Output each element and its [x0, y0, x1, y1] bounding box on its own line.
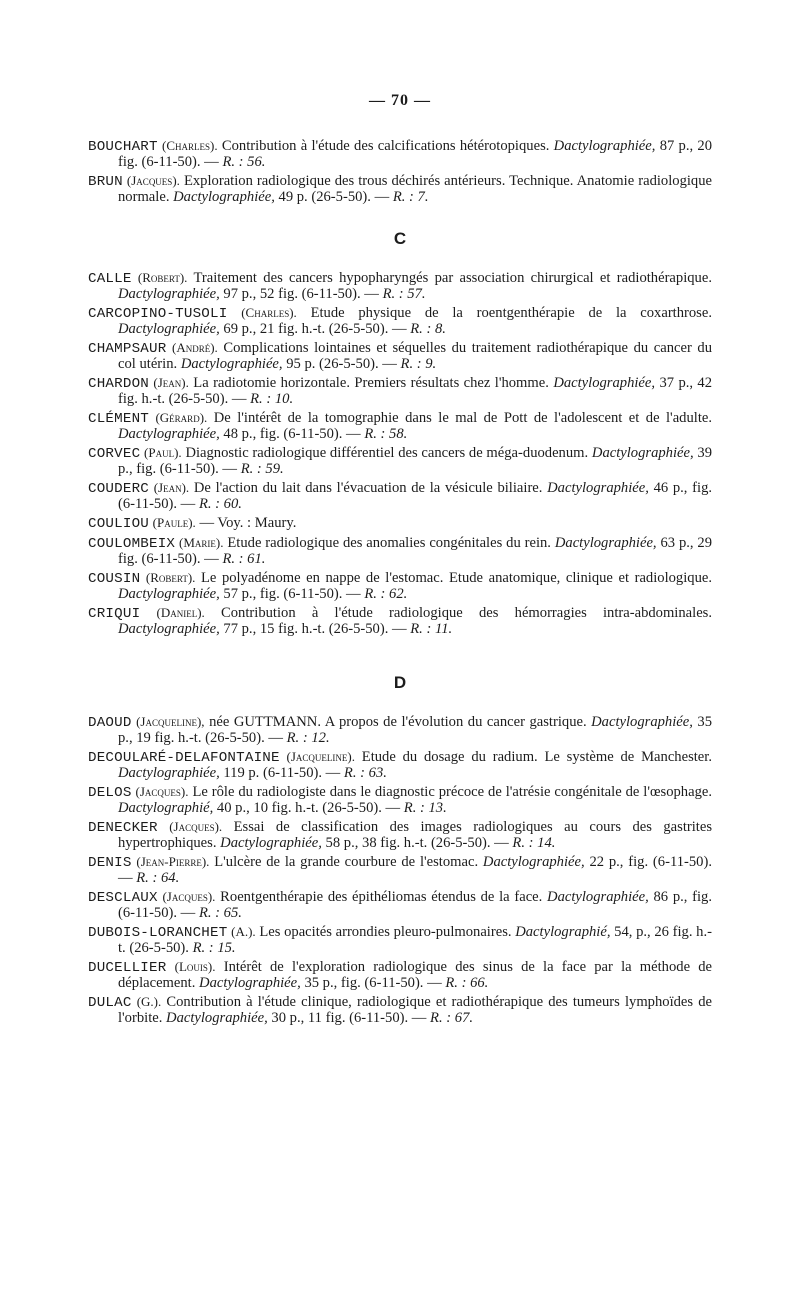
entry-reference: R. : 57. — [382, 286, 426, 302]
author-first-name: (Louis). — [174, 959, 216, 974]
entry-format: Dactylographiée, — [118, 621, 220, 637]
entry-format: Dactylographié, — [515, 924, 611, 940]
bibliography-entry — [88, 305, 712, 337]
bibliography-entry — [88, 959, 712, 991]
author-first-name: (Jacques). — [135, 784, 189, 799]
entry-reference: R. : 14. — [512, 835, 556, 851]
entry-format: Dactylographiée, — [118, 286, 220, 302]
entry-format: Dactylographiée, — [118, 321, 220, 337]
entry-title: Le polyadénome en nappe de l'estomac. Etude anatomique, clinique et radiologique. — [201, 570, 712, 586]
entry-title: Intérêt de l'exploration radiologique des sinus de la face par la méthode de déplacement. — [118, 959, 713, 991]
bibliography-entry — [88, 445, 712, 477]
entry-reference: R. : 8. — [410, 321, 446, 337]
author-surname: CHAMPSAUR — [88, 341, 167, 357]
author-surname: DUCELLIER — [88, 960, 167, 976]
entry-format: Dactylographiée, — [554, 535, 657, 551]
author-first-name: (Marie). — [179, 535, 224, 550]
entry-details: 35 p., fig. (6-11-50). — — [304, 975, 442, 991]
bibliography-entry — [88, 535, 712, 567]
author-surname: CORVEC — [88, 446, 141, 462]
author-first-name: (Jacques). — [126, 173, 180, 188]
entry-format: Dactylographiée, — [166, 1010, 268, 1026]
bibliography-entry — [88, 480, 712, 512]
author-first-name: (Jacques). — [169, 819, 223, 834]
entry-reference: R. : 7. — [392, 189, 429, 205]
author-surname: DUBOIS-LORANCHET — [88, 925, 228, 941]
author-first-name: (Robert). — [137, 270, 188, 285]
bibliography-entry — [88, 570, 712, 602]
entry-details: 57 p., fig. (6-11-50). — — [223, 586, 361, 602]
entry-details: 54, p., 26 fig. h.-t. (26-5-50). — [118, 924, 712, 956]
entry-details: 95 p. (26-5-50). — — [286, 356, 397, 372]
entry-reference: R. : 62. — [364, 586, 408, 602]
entry-details: 46 p., fig. (6-11-50). — — [118, 480, 713, 512]
author-surname: DENECKER — [88, 820, 158, 836]
author-first-name: (Charles). — [241, 305, 297, 320]
author-surname: CARCOPINO-TUSOLI — [88, 306, 228, 322]
author-surname: DULAC — [88, 995, 132, 1011]
entry-reference: R. : 12. — [286, 730, 330, 746]
section-letter: D — [393, 673, 407, 692]
entry-reference: R. : 10. — [250, 391, 294, 407]
entry-title: La radiotomie horizontale. Premiers résultats chez l'homme. — [193, 375, 549, 391]
bibliography-page — [88, 92, 712, 1029]
author-first-name: (Jacqueline). — [286, 749, 355, 764]
entry-reference: R. : 61. — [222, 551, 266, 567]
author-first-name: (Gérard). — [155, 410, 208, 425]
author-first-name: (Jean-Pierre). — [136, 854, 210, 869]
bibliography-entry — [88, 784, 712, 816]
entry-format: Dactylographiée, — [199, 975, 301, 991]
bibliography-entry — [88, 375, 712, 407]
author-first-name: (Jacques). — [162, 889, 216, 904]
author-surname: CHARDON — [88, 376, 149, 392]
bibliography-entry — [88, 138, 712, 170]
author-first-name: (Daniel). — [156, 605, 205, 620]
bibliography-entry — [88, 924, 712, 956]
entry-details: 48 p., fig. (6-11-50). — — [223, 426, 361, 442]
entry-format: Dactylographié, — [118, 800, 214, 816]
entry-title: Etude radiologique des anomalies congénitales du rein. — [227, 535, 551, 551]
entry-title: née GUTTMANN. A propos de l'évolution du cancer gastrique. — [209, 714, 587, 730]
entry-title: Contribution à l'étude radiologique des hémorragies intra-abdominales. — [221, 605, 712, 621]
bibliography-entry — [88, 994, 712, 1026]
bibliography-entry — [88, 270, 712, 302]
author-first-name: (Charles). — [162, 138, 218, 153]
entry-title: Roentgenthérapie des épithéliomas étendus de la face. — [220, 889, 543, 905]
entry-title: Contribution à l'étude clinique, radiologique et radiothérapique des tumeurs lymphoïdes de l'orbite. — [118, 994, 712, 1026]
entry-title: Complications lointaines et séquelles du traitement radiothérapique du cancer du col utérin. — [118, 340, 712, 372]
page-number: — 70 — — [369, 92, 431, 109]
author-surname: DECOULARÉ-DELAFONTAINE — [88, 750, 280, 766]
entry-reference: R. : 66. — [445, 975, 489, 991]
entry-format: Dactylographiée, — [118, 426, 220, 442]
entry-format: Dactylographiée, — [118, 586, 220, 602]
entry-format: Dactylographiée, — [553, 375, 656, 391]
entries-container — [88, 138, 712, 1026]
entry-format: Dactylographiée, — [547, 889, 649, 905]
author-first-name: (André). — [172, 340, 218, 355]
entry-reference: R. : 67. — [430, 1010, 474, 1026]
bibliography-entry — [88, 340, 712, 372]
entry-title: Traitement des cancers hypopharyngés par association chirurgical et radiothérapique. — [193, 270, 712, 286]
entry-title: Exploration radiologique des trous déchirés antérieurs. Technique. Anatomie radiologique normale. — [118, 173, 712, 205]
entry-reference: R. : 13. — [403, 800, 447, 816]
entry-details: 86 p., fig. (6-11-50). — — [118, 889, 712, 921]
entry-reference: R. : 63. — [343, 765, 387, 781]
author-surname: DENIS — [88, 855, 132, 871]
bibliography-entry — [88, 410, 712, 442]
entry-title: De l'intérêt de la tomographie dans le mal de Pott de l'adolescent et de l'adulte. — [213, 410, 712, 426]
author-surname: BRUN — [88, 174, 123, 190]
author-first-name: (Paule). — [152, 515, 196, 530]
bibliography-entry — [88, 714, 712, 746]
entry-format: Dactylographiée, — [482, 854, 585, 870]
entry-details: 119 p. (6-11-50). — — [223, 765, 341, 781]
bibliography-entry — [88, 515, 712, 532]
author-first-name: (G.). — [136, 994, 162, 1009]
entry-format: Dactylographiée, — [547, 480, 649, 496]
entry-details: 30 p., 11 fig. (6-11-50). — — [271, 1010, 427, 1026]
author-surname: COULOMBEIX — [88, 536, 176, 552]
author-first-name: (Jean). — [153, 375, 189, 390]
entry-reference: R. : 15. — [192, 940, 236, 956]
author-surname: CRIQUI — [88, 606, 141, 622]
entry-reference: R. : 11. — [410, 621, 453, 637]
entry-details: 63 p., 29 fig. (6-11-50). — — [118, 535, 713, 567]
entry-details: 37 p., 42 fig. h.-t. (26-5-50). — — [118, 375, 713, 407]
entry-reference: R. : 59. — [240, 461, 284, 477]
entry-details: 97 p., 52 fig. (6-11-50). — — [223, 286, 379, 302]
bibliography-entry — [88, 605, 712, 637]
author-first-name: (Jean). — [153, 480, 190, 495]
entry-details: 77 p., 15 fig. h.-t. (26-5-50). — — [223, 621, 407, 637]
entry-title: Essai de classification des images radiologiques au cours des gastrites hypertrophiques. — [118, 819, 713, 851]
entry-format: Dactylographiée, — [173, 189, 275, 205]
entry-format: Dactylographiée, — [180, 356, 283, 372]
author-first-name: (Paul). — [144, 445, 182, 460]
entry-format: Dactylographiée, — [553, 138, 656, 154]
entry-title: L'ulcère de la grande courbure de l'estomac. — [214, 854, 479, 870]
author-surname: DELOS — [88, 785, 132, 801]
entry-details: 49 p. (26-5-50). — — [278, 189, 390, 205]
entry-details: 69 p., 21 fig. h.-t. (26-5-50). — — [223, 321, 407, 337]
entry-title: Diagnostic radiologique différentiel des cancers de méga-duodenum. — [185, 445, 589, 461]
entry-reference: R. : 9. — [400, 356, 437, 372]
author-surname: DESCLAUX — [88, 890, 158, 906]
bibliography-entry — [88, 749, 712, 781]
entry-details: 87 p., 20 fig. (6-11-50). — — [118, 138, 713, 170]
entry-title: De l'action du lait dans l'évacuation de la vésicule biliaire. — [193, 480, 543, 496]
author-surname: BOUCHART — [88, 139, 158, 155]
entry-reference: R. : 60. — [198, 496, 242, 512]
entry-details: 22 p., fig. (6-11-50). — — [118, 854, 712, 886]
entry-title: Etude du dosage du radium. Le système de Manchester. — [361, 749, 712, 765]
entry-details: 35 p., 19 fig. h.-t. (26-5-50). — — [118, 714, 712, 746]
author-first-name: (Jacqueline), — [136, 714, 205, 729]
bibliography-entry — [88, 854, 712, 886]
entry-reference: R. : 65. — [198, 905, 242, 921]
bibliography-entry — [88, 819, 712, 851]
entry-title: Etude physique de la roentgenthérapie de la coxarthrose. — [310, 305, 712, 321]
entry-title: — Voy. : Maury. — [199, 515, 297, 531]
bibliography-entry — [88, 889, 712, 921]
bibliography-entry — [88, 173, 712, 205]
entry-reference: R. : 56. — [222, 154, 266, 170]
entry-details: 40 p., 10 fig. h.-t. (26-5-50). — — [216, 800, 401, 816]
entry-title: Contribution à l'étude des calcifications hétérotopiques. — [221, 138, 550, 154]
entry-title: Les opacités arrondies pleuro-pulmonaires. — [259, 924, 512, 940]
section-letter: C — [393, 229, 407, 248]
entry-title: Le rôle du radiologiste dans le diagnostic précoce de l'atrésie congénitale de l'œsophage. — [192, 784, 712, 800]
entry-format: Dactylographiée, — [591, 445, 694, 461]
author-surname: COULIOU — [88, 516, 149, 532]
author-surname: CALLE — [88, 271, 132, 287]
entry-format: Dactylographiée, — [220, 835, 322, 851]
entry-format: Dactylographiée, — [118, 765, 220, 781]
author-surname: COUSIN — [88, 571, 141, 587]
author-first-name: (Robert). — [145, 570, 196, 585]
entry-details: 39 p., fig. (6-11-50). — — [118, 445, 712, 477]
entry-reference: R. : 64. — [136, 870, 180, 886]
entry-format: Dactylographiée, — [591, 714, 693, 730]
entry-reference: R. : 58. — [364, 426, 408, 442]
author-first-name: (A.). — [231, 924, 256, 939]
entry-details: 58 p., 38 fig. h.-t. (26-5-50). — — [325, 835, 509, 851]
author-surname: COUDERC — [88, 481, 149, 497]
author-surname: CLÉMENT — [88, 411, 149, 427]
author-surname: DAOUD — [88, 715, 132, 731]
